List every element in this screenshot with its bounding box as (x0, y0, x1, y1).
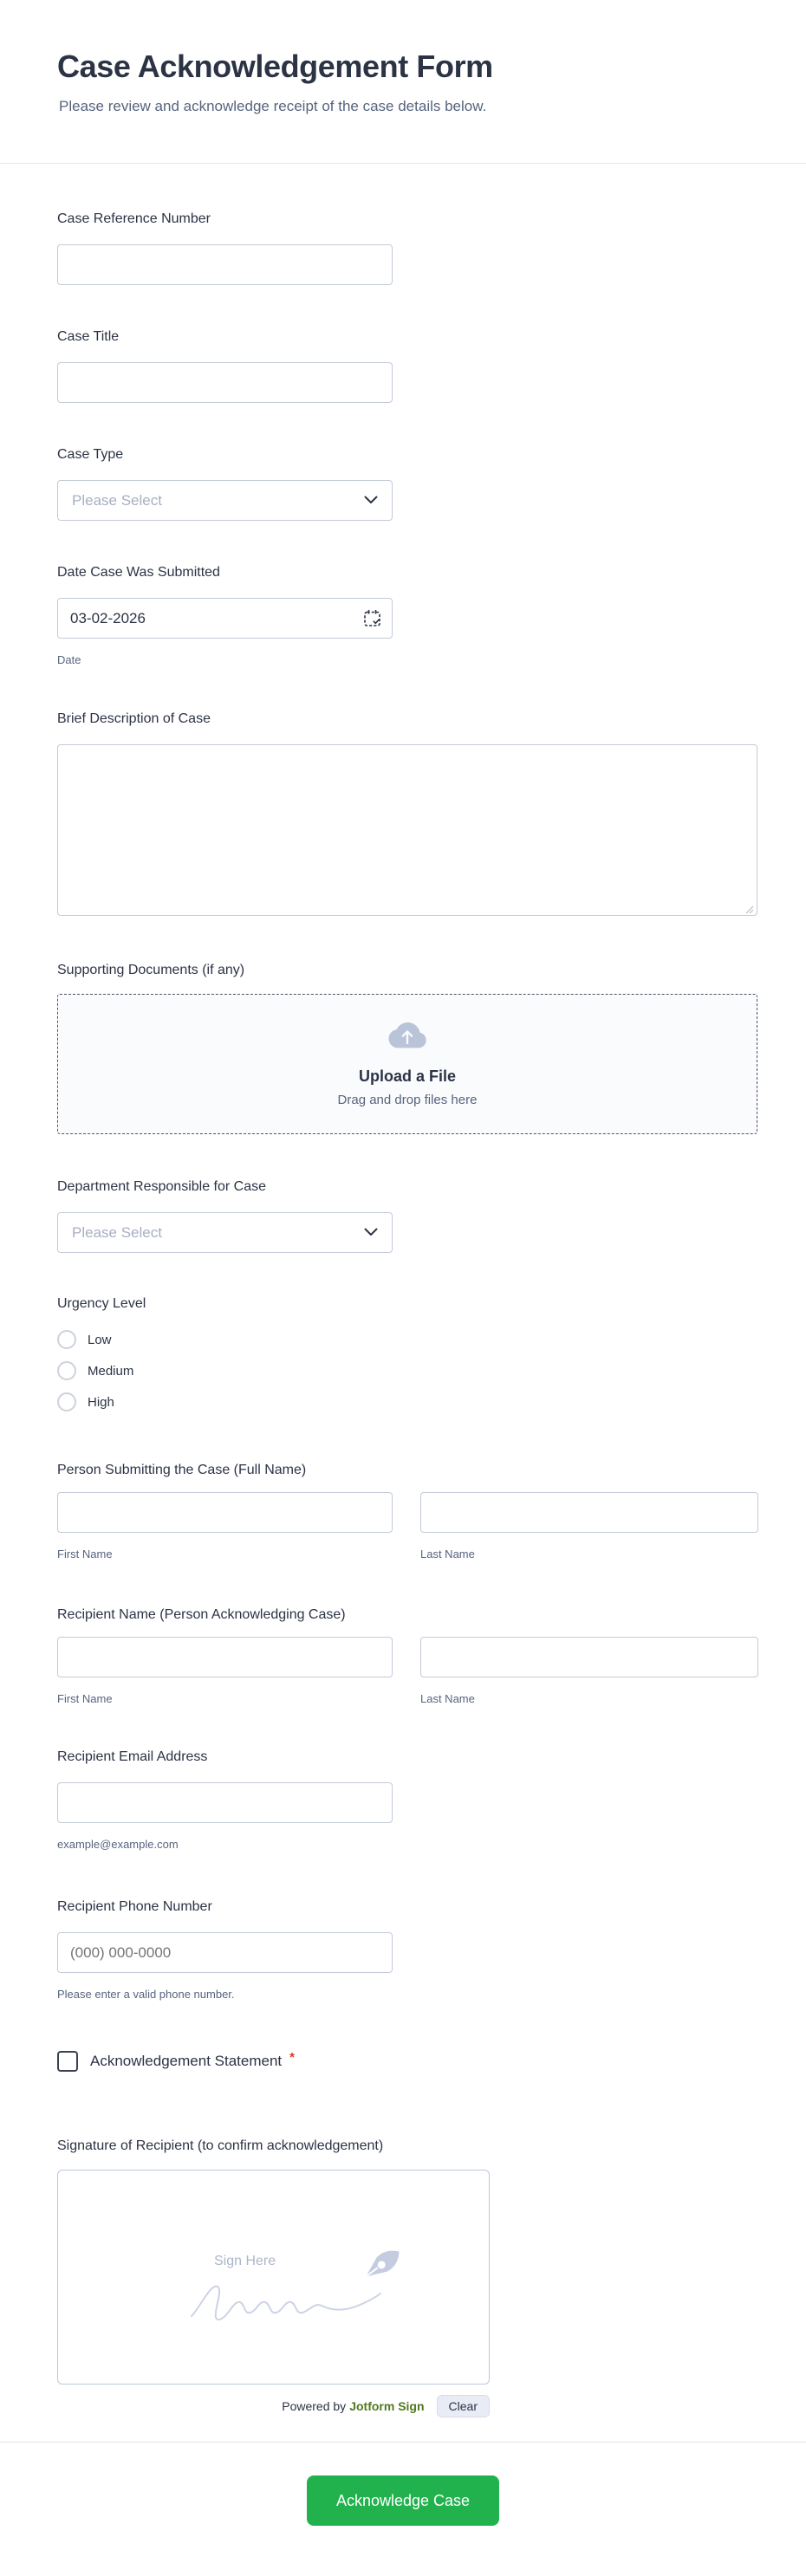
question-acknowledgement (57, 2051, 757, 2072)
department-select[interactable] (57, 1212, 393, 1253)
case-reference-label: Case Reference Number (57, 211, 211, 226)
required-asterisk: * (289, 2049, 295, 2065)
cloud-upload-icon (387, 1021, 428, 1055)
case-type-label: Case Type (57, 447, 124, 462)
question-case-type (57, 446, 757, 521)
signature-footer (57, 2395, 490, 2417)
case-type-placeholder: Please Select (72, 491, 162, 509)
submitter-first-name-sublabel: First Name (57, 1548, 113, 1561)
question-recipient-phone (57, 1898, 757, 2001)
radio-high-label: High (88, 1394, 114, 1410)
recipient-email-input[interactable] (57, 1782, 393, 1823)
urgency-option-high (57, 1392, 757, 1411)
recipient-phone-input[interactable] (57, 1932, 393, 1973)
upload-title: Upload a File (358, 1067, 457, 1085)
radio-low[interactable] (57, 1330, 76, 1349)
signature-squiggle-icon (188, 2268, 387, 2327)
acknowledgement-label: Acknowledgement Statement (90, 2053, 283, 2069)
question-recipient-email (57, 1749, 757, 1851)
department-placeholder: Please Select (72, 1223, 162, 1241)
date-sublabel: Date (57, 653, 81, 666)
question-case-reference (57, 211, 757, 285)
recipient-last-name-input[interactable] (420, 1637, 758, 1677)
recipient-email-label: Recipient Email Address (57, 1749, 208, 1764)
upload-hint: Drag and drop files here (337, 1093, 478, 1107)
pen-nib-icon (361, 2242, 404, 2290)
radio-medium-label: Medium (88, 1363, 134, 1379)
signature-label: Signature of Recipient (to confirm acknowledgement) (57, 2138, 384, 2153)
case-reference-input[interactable] (57, 244, 393, 285)
radio-medium[interactable] (57, 1361, 76, 1380)
recipient-first-name-input[interactable] (57, 1637, 393, 1677)
recipient-first-name-sublabel: First Name (57, 1692, 113, 1705)
question-recipient-name (57, 1606, 757, 1705)
form-body (0, 211, 806, 2417)
recipient-name-label: Recipient Name (Person Acknowledging Case) (57, 1607, 346, 1622)
radio-high[interactable] (57, 1392, 76, 1411)
urgency-option-low (57, 1330, 757, 1349)
case-title-input[interactable] (57, 362, 393, 403)
page-title: Case Acknowledgement Form (57, 49, 493, 84)
chevron-down-icon (364, 1225, 378, 1241)
date-field (57, 598, 393, 639)
signature-pad[interactable] (57, 2170, 490, 2385)
question-urgency (57, 1295, 757, 1411)
department-label: Department Responsible for Case (57, 1179, 267, 1194)
jotform-sign-brand: Jotform Sign (349, 2399, 425, 2413)
submit-row (0, 2475, 806, 2526)
case-title-label: Case Title (57, 329, 120, 344)
question-date-submitted (57, 564, 757, 666)
page-subtitle: Please review and acknowledge receipt of the case details below. (59, 98, 487, 114)
recipient-email-sublabel: example@example.com (57, 1838, 179, 1851)
urgency-label: Urgency Level (57, 1296, 146, 1311)
recipient-last-name-sublabel: Last Name (420, 1692, 475, 1705)
description-textarea[interactable] (57, 744, 757, 916)
radio-low-label: Low (88, 1332, 112, 1347)
case-type-select[interactable] (57, 480, 393, 521)
date-input[interactable] (57, 598, 393, 639)
submitter-name-label: Person Submitting the Case (Full Name) (57, 1463, 307, 1477)
question-case-title (57, 328, 757, 403)
acknowledge-case-button[interactable]: Acknowledge Case (307, 2475, 499, 2526)
urgency-option-medium (57, 1361, 757, 1380)
acknowledgement-checkbox[interactable] (57, 2051, 78, 2072)
recipient-phone-sublabel: Please enter a valid phone number. (57, 1988, 235, 2001)
question-submitter-name (57, 1462, 757, 1561)
powered-by-text (282, 2399, 424, 2413)
clear-signature-button[interactable]: Clear (437, 2395, 490, 2417)
submitter-last-name-sublabel: Last Name (420, 1548, 475, 1561)
header-divider (0, 163, 806, 164)
description-label: Brief Description of Case (57, 711, 211, 726)
question-department (57, 1178, 757, 1253)
submitter-first-name-input[interactable] (57, 1492, 393, 1533)
file-upload-dropzone[interactable] (57, 994, 757, 1134)
submitter-last-name-input[interactable] (420, 1492, 758, 1533)
question-description (57, 711, 757, 916)
footer-divider (0, 2442, 806, 2443)
documents-label: Supporting Documents (if any) (57, 963, 245, 977)
form-header (0, 0, 806, 115)
powered-by-label: Powered by (282, 2399, 347, 2413)
question-signature (57, 2138, 757, 2417)
sign-here-text: Sign Here (214, 2254, 276, 2268)
chevron-down-icon (364, 493, 378, 509)
question-documents (57, 962, 757, 1134)
recipient-phone-label: Recipient Phone Number (57, 1899, 212, 1914)
date-submitted-label: Date Case Was Submitted (57, 565, 220, 580)
